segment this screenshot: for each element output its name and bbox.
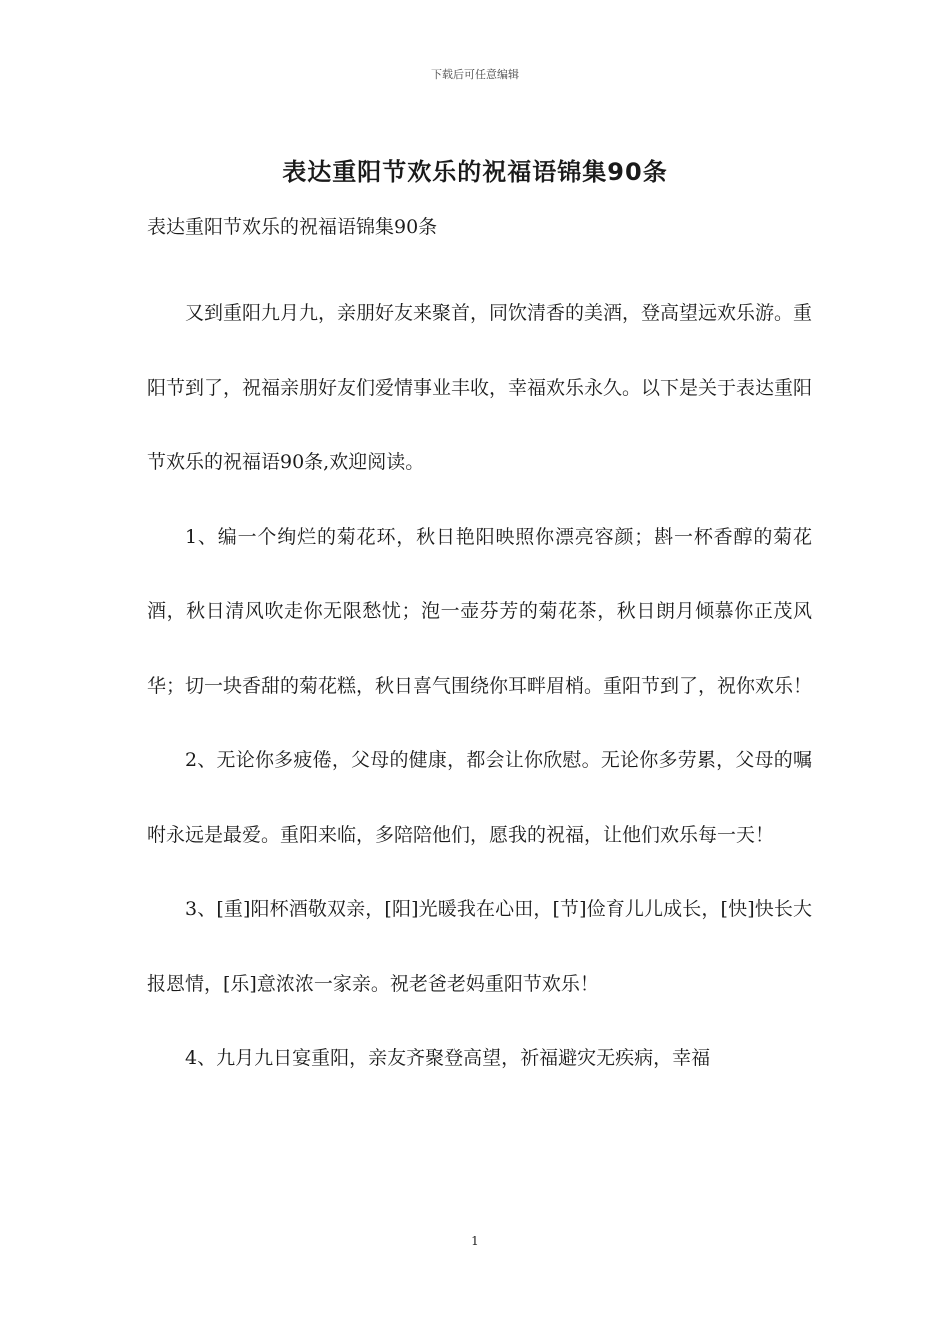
blessing-paragraph-2: 2、无论你多疲倦，父母的健康，都会让你欣慰。无论你多劳累，父母的嘱咐永远是最爱。重阳来临，多陪陪他们，愿我的祝福，让他们欢乐每一天！ (147, 749, 812, 846)
blessing-paragraph-3: 3、[重]阳杯酒敬双亲，[阳]光暖我在心田，[节]俭育儿儿成长，[快]快长大报恩情，[乐]意浓浓一家亲。祝老爸老妈重阳节欢乐！ (147, 898, 812, 995)
page-number: 1 (471, 1234, 479, 1248)
blessing-paragraph-4: 4、九月九日宴重阳，亲友齐聚登高望，祈福避灾无疾病，幸福 (185, 1047, 711, 1069)
document-subtitle: 表达重阳节欢乐的祝福语锦集90条 (147, 216, 438, 238)
document-title: 表达重阳节欢乐的祝福语锦集90条 (282, 158, 668, 186)
header-note: 下载后可任意编辑 (431, 68, 519, 81)
intro-paragraph: 又到重阳九月九，亲朋好友来聚首，同饮清香的美酒，登高望远欢乐游。重阳节到了，祝福亲朋好友们爱情事业丰收，幸福欢乐永久。以下是关于表达重阳节欢乐的祝福语90条,欢迎阅读。 (147, 302, 813, 473)
document-body (147, 276, 812, 1096)
blessing-paragraph-1: 1、编一个绚烂的菊花环，秋日艳阳映照你漂亮容颜；斟一杯香醇的菊花酒，秋日清风吹走你无限愁忧；泡一壶芬芳的菊花茶，秋日朗月倾慕你正茂风华；切一块香甜的菊花糕，秋日喜气围绕你耳畔眉梢。重阳节到了，祝你欢乐！ (147, 525, 813, 697)
